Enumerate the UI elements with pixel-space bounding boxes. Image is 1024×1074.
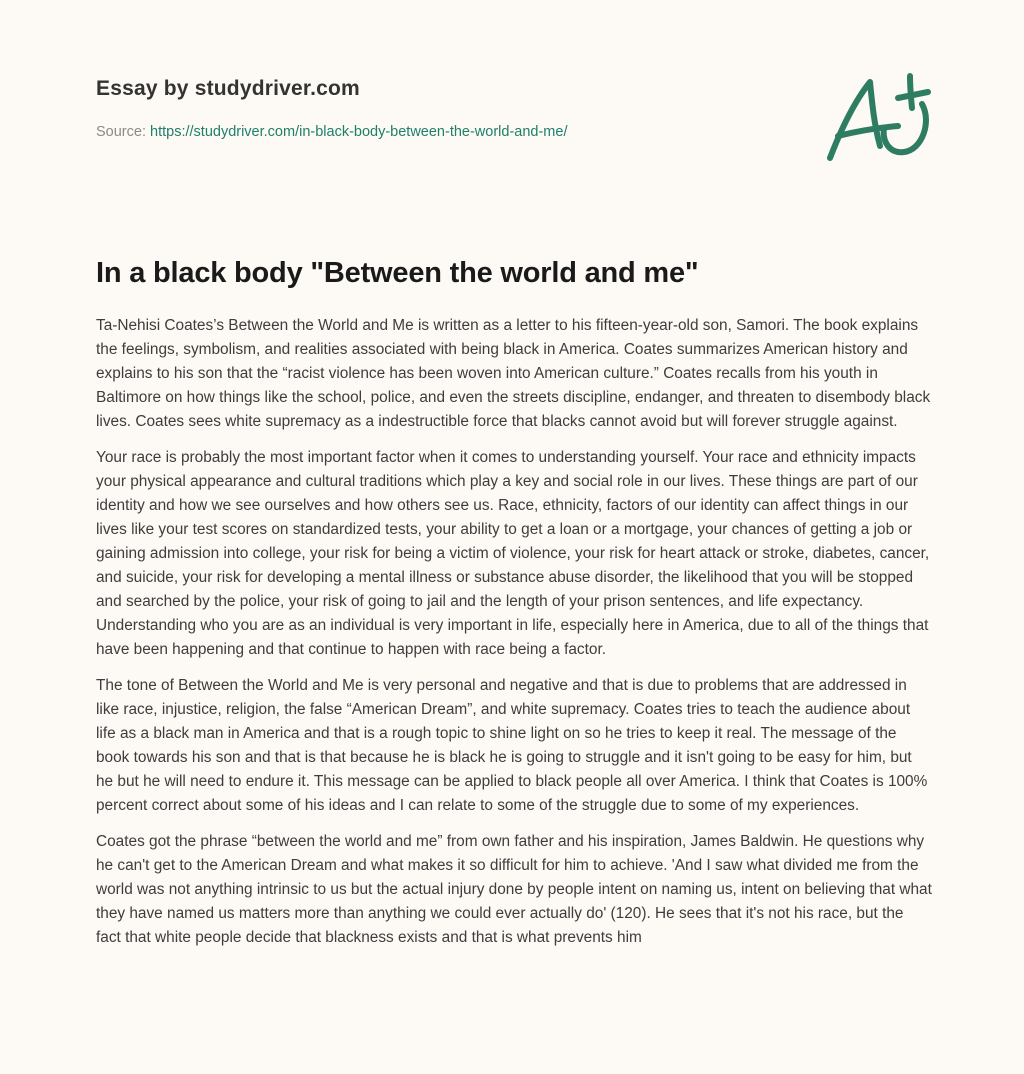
site-title: Essay by studydriver.com: [96, 77, 360, 100]
source-label: Source:: [96, 124, 146, 140]
essay-paragraph: Coates got the phrase “between the world and me” from own father and his inspiration, James Baldwin. He questions why he can't get to the American Dream and what makes it so difficult for him to achieve. 'And I saw what divided me from the world was not anything intrinsic to us but the actual injury done by people intent on naming us, intent on believing that what they have named us matters more than anything we could ever actually do' (120). He sees that it's not his race, but the fact that white people decide that blackness exists and that is what prevents him: [96, 833, 932, 946]
a-plus-grade-icon: [818, 62, 938, 172]
essay-paragraph: The tone of Between the World and Me is very personal and negative and that is due to problems that are addressed in like race, injustice, religion, the false “American Dream”, and white supremacy. Coates tries to teach the audience about life as a black man in America and that is a rough topic to shine light on so he tries to keep it real. The message of the book towards his son and that is that because he is black he is going to struggle and it isn't going to be easy for him, but he but he will need to endure it. This message can be applied to black people all over America. I think that Coates is 100% percent correct about some of his ideas and I can relate to some of the struggle due to some of my experiences.: [96, 677, 928, 814]
essay-paragraph: Your race is probably the most important factor when it comes to understanding yourself. Your race and ethnicity impacts your physical appearance and cultural traditions which play a key and social role in our lives. These things are part of our identity and how we see ourselves and how others see us. Race, ethnicity, factors of our identity can affect things in our lives like your test scores on standardized tests, your ability to get a loan or a mortgage, your chances of getting a job or gaining admission into college, your risk for being a victim of violence, your risk for heart attack or stroke, diabetes, cancer, and suicide, your risk for developing a mental illness or substance abuse disorder, the likelihood that you will be stopped and searched by the police, your risk of going to jail and the length of your prison sentences, and life expectancy. Understanding who you are as an individual is very important in life, especially here in America, due to all of the things that have been happening and that continue to happen with race being a factor.: [96, 449, 930, 658]
essay-body: [96, 314, 932, 962]
page-header: [96, 74, 796, 142]
essay-paragraph: Ta-Nehisi Coates’s Between the World and Me is written as a letter to his fifteen-year-old son, Samori. The book explains the feelings, symbolism, and realities associated with being black in America. Coates summarizes American history and explains to his son that the “racist violence has been woven into American culture.” Coates recalls from his youth in Baltimore on how things like the school, police, and even the streets discipline, endanger, and threaten to disembody black lives. Coates sees white supremacy as a indestructible force that blacks cannot avoid but will forever struggle against.: [96, 317, 931, 430]
source-line: [96, 122, 796, 142]
essay-title: In a black body "Between the world and me": [96, 257, 699, 289]
source-link[interactable]: https://studydriver.com/in-black-body-between-the-world-and-me/: [150, 124, 568, 140]
